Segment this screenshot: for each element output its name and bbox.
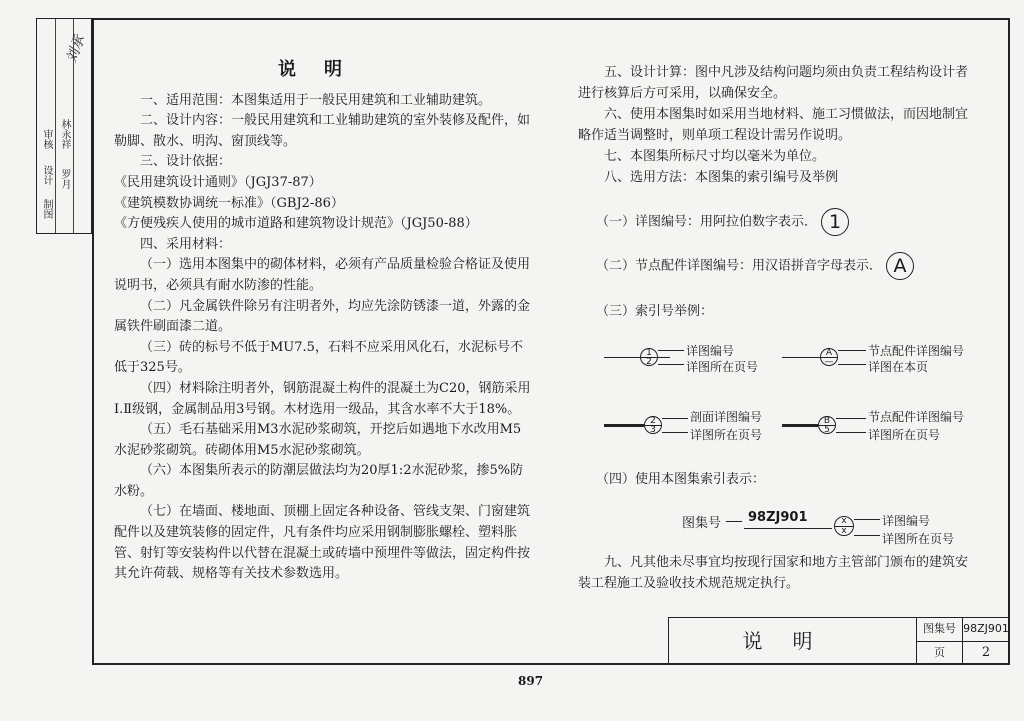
leader-line — [658, 364, 684, 365]
sub-atlas-index: （四）使用本图集索引表示： — [596, 472, 766, 487]
label: 剖面详图编号 — [690, 410, 763, 424]
page-value: 2 — [981, 645, 991, 660]
atlas-number-value: 98ZJ901 — [963, 618, 1009, 642]
label: 详图所在页号 — [690, 428, 763, 442]
leader-line — [838, 364, 866, 365]
note-1: 一、适用范围：本图集适用于一般民用建筑和工业辅助建筑。 — [140, 92, 492, 108]
sub-index-examples: （三）索引号举例： — [596, 304, 714, 319]
node-number-symbol: A — [886, 252, 914, 280]
material-2: （二）凡金属铁件除另有注明者外，均应先涂防锈漆一道，外露的金属铁件刷面漆二道。 — [114, 298, 531, 335]
label: 节点配件详图编号 — [868, 410, 965, 424]
label: 详图在本页 — [868, 360, 929, 374]
stamp-label-drafting: 制图 — [41, 199, 52, 219]
stamp-label-design: 设计 — [41, 165, 52, 185]
page-title: 说明 — [278, 59, 370, 80]
label: 节点配件详图编号 — [868, 344, 965, 358]
atlas-index-symbol: x x — [834, 516, 854, 536]
stamp-label-column — [37, 19, 56, 233]
label: 详图所在页号 — [868, 428, 941, 442]
leader-line — [662, 418, 688, 419]
sub-detail-number-text: （一）详图编号：用阿拉伯数字表示． — [596, 214, 818, 230]
title-block-name: 说明 — [669, 618, 917, 665]
leader-line — [662, 432, 688, 433]
approval-stamp — [36, 18, 92, 234]
atlas-label: 图集号 — [682, 516, 722, 531]
material-1: （一）选用本图集中的砌体材料，必须有产品质量检验合格证及使用说明书，必须具有耐水防渗的性能。 — [114, 257, 531, 293]
note-3: 三、设计依据： — [140, 154, 232, 170]
index-symbol-a: 1 2 — [640, 348, 658, 366]
standard-3: 《方便残疾人使用的城市道路和建筑物设计规范》（JGJ50-88） — [114, 216, 478, 232]
standard-2: 《建筑模数协调统一标准》（GBJ2-86） — [114, 195, 344, 211]
leader-line — [854, 535, 880, 536]
leader-line — [836, 432, 866, 433]
note-9: 九、凡其他未尽事宜均按现行国家和地方主管部门颁布的建筑安装工程施工及验收技术规范规定执行。 — [578, 555, 969, 591]
material-3: （三）砖的标号不低于MU7.5，石料不应采用风化石，水泥标号不低于325号。 — [114, 339, 523, 376]
label: 详图所在页号 — [686, 360, 759, 374]
material-6: （六）本图集所表示的防潮层做法均为20厚1:2水泥砂浆，掺5%防水粉。 — [114, 463, 524, 499]
detail-number-symbol: 1 — [821, 208, 849, 236]
notes-left-column — [114, 54, 534, 585]
leader-line — [854, 519, 880, 520]
leader-line — [658, 350, 684, 351]
material-7: （七）在墙面、楼地面、顶棚上固定各种设备、管线支架、门窗建筑配件以及建筑装修的固定件，凡有条件均应采用钢制膨胀螺栓、塑料胀管、射钉等安装构件以代替在混凝土或砖墙中预埋件等做法，固定构件按其允许荷载、规格等有关技术参数选用。 — [114, 504, 531, 582]
notes-right-column — [578, 62, 978, 188]
label: 详图编号 — [686, 344, 735, 358]
index-symbol-b: A — — [820, 348, 838, 366]
sub-node-number-text: （二）节点配件详图编号：用汉语拼音字母表示． — [596, 258, 883, 274]
leader-line — [744, 528, 832, 529]
note-8: 八、选用方法：本图集的索引编号及举例 — [604, 170, 839, 185]
leader-line — [726, 521, 742, 522]
standard-1: 《民用建筑设计通则》（JGJ37-87） — [114, 174, 322, 190]
note-7: 七、本图集所标尺寸均以毫米为单位。 — [604, 149, 826, 164]
note-5: 五、设计计算：图中凡涉及结构问题均须由负责工程结构设计者进行核算后方可采用，以确保安全。 — [578, 65, 969, 101]
sub-detail-number — [596, 208, 849, 236]
note-9-block — [578, 552, 978, 594]
section-line — [782, 424, 818, 427]
material-5: （五）毛石基础采用M3水泥砂浆砌筑，开挖后如遇地下水改用M5水泥砂浆砌筑。砖砌体用M5水泥砂浆砌筑。 — [114, 422, 522, 458]
note-4: 四、采用材料： — [140, 236, 232, 252]
page-label: 页 — [917, 642, 963, 664]
leader-line — [604, 357, 670, 358]
sub-node-number — [596, 252, 914, 280]
stamp-name-2: 罗月 — [59, 169, 70, 189]
stamp-name-1: 林永祥 — [59, 119, 70, 149]
section-line — [604, 424, 644, 427]
signature: 刘承 — [63, 33, 89, 66]
note-6: 六、使用本图集时如采用当地材料、施工习惯做法，而因地制宜略作适当调整时，则单项工程设计需另作说明。 — [578, 107, 969, 143]
leader-line — [838, 350, 866, 351]
index-symbol-d: B 5 — [818, 416, 836, 434]
label: 详图所在页号 — [882, 532, 955, 546]
label: 详图编号 — [882, 514, 931, 528]
title-block — [668, 617, 1010, 665]
atlas-code: 98ZJ901 — [748, 510, 808, 525]
leader-line — [836, 418, 866, 419]
note-2: 二、设计内容：一般民用建筑和工业辅助建筑的室外装修及配件，如勒脚、散水、明沟、窗顶线等。 — [114, 113, 531, 149]
page-number: 897 — [518, 674, 544, 688]
stamp-label-review: 审核 — [41, 129, 52, 149]
atlas-number-label: 图集号 — [917, 618, 963, 642]
index-symbol-c: 2 3 — [644, 416, 662, 434]
material-4: （四）材料除注明者外，钢筋混凝土构件的混凝土为C20，钢筋采用Ⅰ.Ⅱ级钢，金属制品用3号钢。木材选用一级品，其含水率不大于18%。 — [114, 380, 531, 417]
